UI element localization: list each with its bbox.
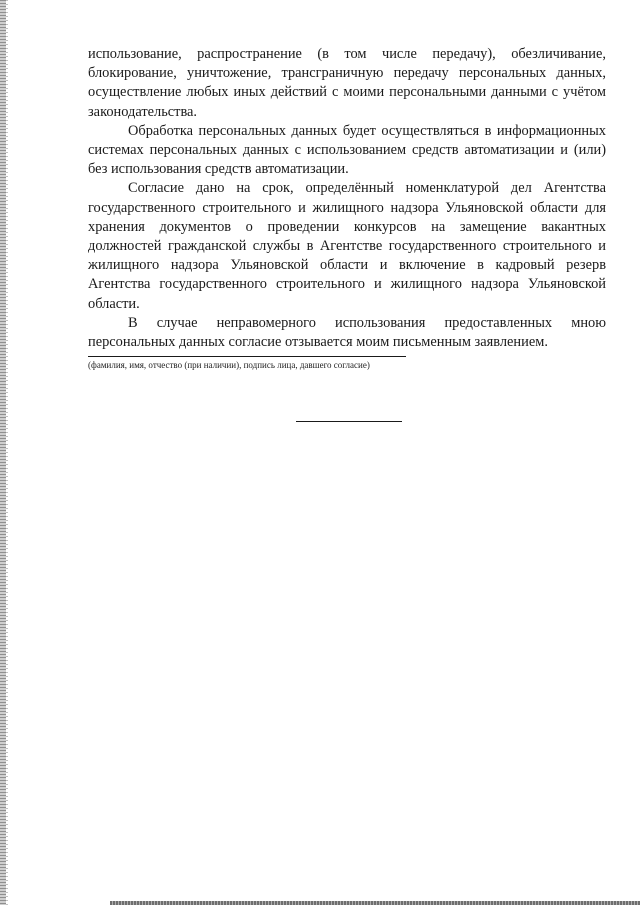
document-body — [88, 45, 606, 352]
paragraph-continuation: использование, распространение (в том числе передачу), обезличивание, блокирование, уничтожение, трансграничную передачу персональных данных, осуществление любых иных действий с моими персональными данными с учётом законодательства. — [88, 46, 606, 120]
paragraph-processing: Обработка персональных данных будет осуществляться в информационных системах персональных данных с использованием средств автоматизации и (или) без использования средств автоматизации. — [88, 122, 606, 178]
paragraph-revocation: В случае неправомерного использования предоставленных мною персональных данных согласие отзывается моим письменным заявлением. — [88, 314, 606, 351]
paragraph-consent-term: Согласие дано на срок, определённый номенклатурой дел Агентства государственного строительного и жилищного надзора Ульяновской области для хранения документов о проведении конкурсов на замещение вакантных должностей гражданской службы в Агентстве государственного строительного и жилищного надзора Ульяновской области и включение в кадровый резерв Агентства государственного строительного и жилищного надзора Ульяновской области. — [88, 180, 606, 312]
scan-edge-bottom — [110, 901, 640, 905]
end-rule — [296, 421, 402, 422]
signature-line — [88, 356, 406, 357]
scan-edge-left-inner — [6, 0, 8, 905]
signature-caption: (фамилия, имя, отчество (при наличии), подпись лица, давшего согласие) — [88, 360, 370, 370]
